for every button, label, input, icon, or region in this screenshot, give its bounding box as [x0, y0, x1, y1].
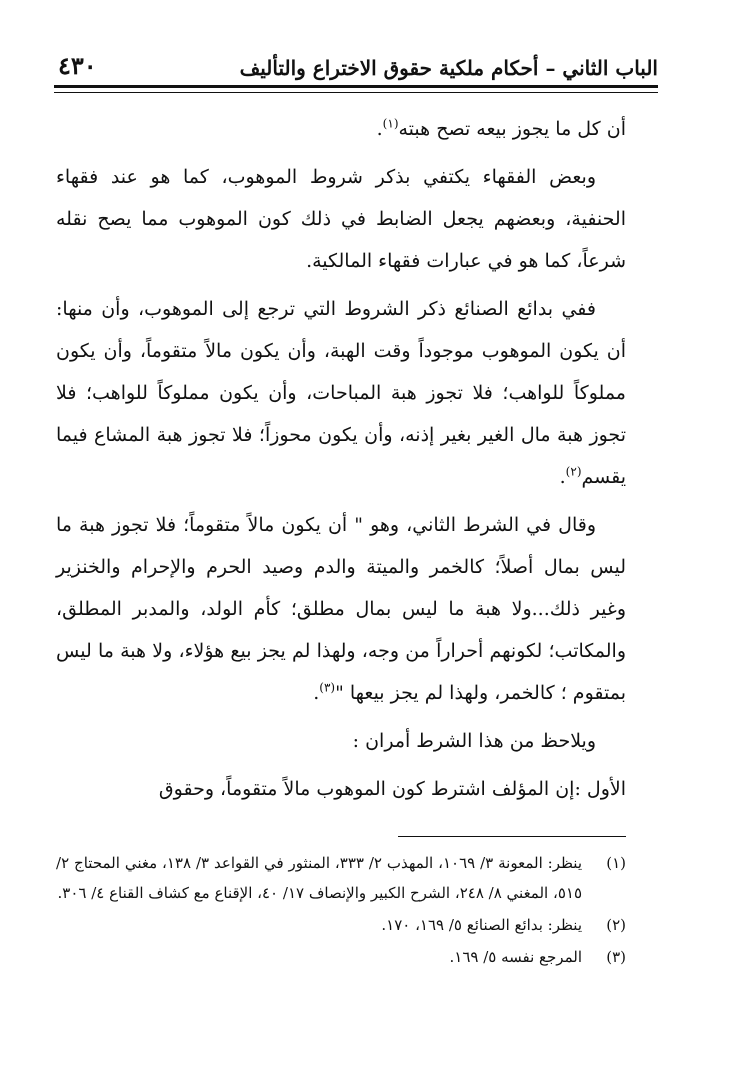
footnotes	[56, 848, 626, 974]
footnote-text: ينظر: بدائع الصنائع ٥/ ١٦٩، ١٧٠.	[381, 916, 582, 934]
header-rule-thin	[54, 92, 658, 93]
paragraph-1: أن كل ما يجوز بيعه تصح هبته$^{(١)}$.	[376, 116, 626, 140]
running-title: الباب الثاني – أحكام ملكية حقوق الاختراع والتأليف	[239, 56, 658, 80]
footnote-item	[56, 910, 626, 940]
footnote-number: (١)	[606, 854, 626, 872]
header-rule-thick	[54, 85, 658, 88]
page-number: ٤٣٠	[58, 51, 97, 80]
main-text	[56, 108, 626, 816]
paragraph-3: ففي بدائع الصنائع ذكر الشروط التي ترجع إلى الموهوب، وأن منها: أن يكون الموهوب موجوداً وقت الهبة، وأن يكون مالاً متقوماً، وأن يكون مملوكاً للواهب؛ فلا تجوز هبة المباحات، وأن يكون مملوكاً للواهب؛ فلا تجوز هبة مال الغير بغير إذنه، وأن يكون محوزاً؛ فلا تجوز هبة المشاع فيما يقسم$^{(٢)}$.	[56, 298, 626, 488]
page-header	[58, 38, 658, 78]
footnote-item	[56, 942, 626, 972]
footnote-number: (٣)	[606, 948, 626, 966]
footnote-ref-2: (٢)	[565, 464, 582, 479]
footnote-item	[56, 848, 626, 908]
footnote-number: (٢)	[606, 916, 626, 934]
footnote-text: المرجع نفسه ٥/ ١٦٩.	[449, 948, 582, 966]
paragraph-4: وقال في الشرط الثاني، وهو " أن يكون مالاً متقوماً؛ فلا تجوز هبة ما ليس بمال أصلاً؛ كالخمر والميتة والدم وصيد الحرم والإحرام والخنزير وغير ذلك...ولا هبة ما ليس بمال مطلق؛ كأم الولد، والمدبر المطلق، والمكاتب؛ لكونهم أحراراً من وجه، ولهذا لم يجز بيع هؤلاء، ولا هبة ما ليس بمتقوم ؛ كالخمر، ولهذا لم يجز بيعها "$^{(٣)}$.	[56, 514, 626, 704]
paragraph-2: وبعض الفقهاء يكتفي بذكر شروط الموهوب، كما هو عند فقهاء الحنفية، وبعضهم يجعل الضابط في ذلك كون الموهوب مما يصح نقله شرعاً، كما هو في عبارات فقهاء المالكية.	[56, 166, 626, 272]
footnote-text: ينظر: المعونة ٣/ ١٠٦٩، المهذب ٢/ ٣٣٣، المنثور في القواعد ٣/ ١٣٨، مغني المحتاج ٢/ ٥١٥، المغني ٨/ ٢٤٨، الشرح الكبير والإنصاف ١٧/ ٤٠، الإقناع مع كشاف القناع ٤/ ٣٠٦.	[56, 854, 582, 902]
paragraph-6: الأول :إن المؤلف اشترط كون الموهوب مالاً متقوماً، وحقوق	[158, 778, 626, 800]
footnote-ref-1: (١)	[382, 116, 399, 131]
paragraph-5: ويلاحظ من هذا الشرط أمران :	[352, 730, 596, 752]
footnote-ref-3: (٣)	[319, 680, 336, 695]
footnote-separator	[398, 836, 626, 837]
